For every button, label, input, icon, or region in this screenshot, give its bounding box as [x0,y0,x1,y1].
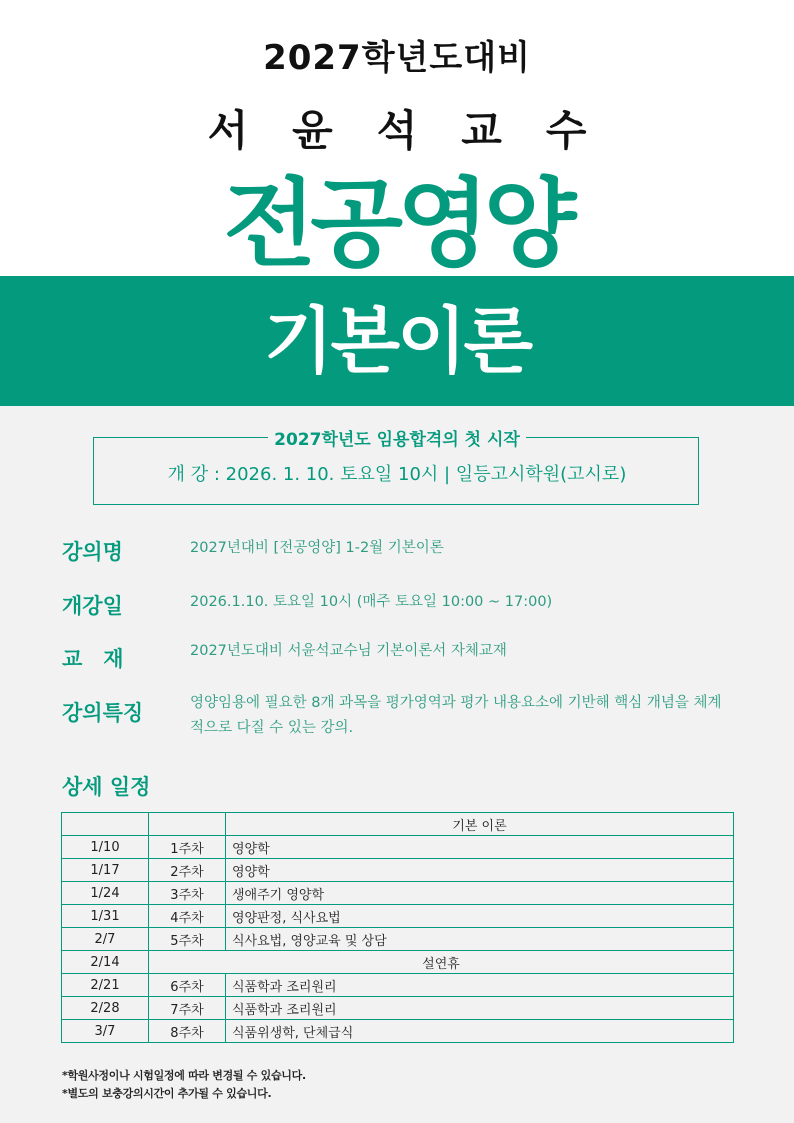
holiday-cell: 설연휴 [149,951,734,974]
course-name-value: 2027년대비 [전공영양] 1-2월 기본이론 [190,540,444,556]
row-date: 3/7 [62,1020,149,1043]
row-topic: 영양판정, 식사요법 [226,905,734,928]
row-topic: 영양학 [226,836,734,859]
row-date: 1/31 [62,905,149,928]
table-row [62,836,734,859]
row-date: 1/17 [62,859,149,882]
note-extra-class: *별도의 보충강의시간이 추가될 수 있습니다. [62,1087,272,1100]
textbook-value: 2027년도대비 서윤석교수님 기본이론서 자체교재 [190,643,507,659]
row-topic: 영양학 [226,859,734,882]
table-row [62,997,734,1020]
main-title: 전공영양 [223,168,571,280]
row-date: 2/7 [62,928,149,951]
row-topic: 식품위생학, 단체급식 [226,1020,734,1043]
row-date: 1/24 [62,882,149,905]
features-value: 영양임용에 필요한 8개 과목을 평가영역과 평가 내용요소에 기반해 핵심 개념을 체계적으로 다질 수 있는 강의. [190,695,722,736]
intro-info: 개 강 : 2026. 1. 10. 토요일 10시 | 일등고시학원(고시로) [167,464,627,485]
table-row [62,882,734,905]
row-week: 6주차 [149,974,226,997]
row-week: 3주차 [149,882,226,905]
table-row [62,974,734,997]
table-row [62,905,734,928]
row-date: 2/21 [62,974,149,997]
row-date: 2/14 [62,951,149,974]
features-label: 강의특징 [62,701,144,725]
table-row [62,951,734,974]
note-schedule-change: *학원사정이나 시험일정에 따라 변경될 수 있습니다. [62,1069,306,1082]
row-date: 1/10 [62,836,149,859]
table-row [62,1020,734,1043]
course-name-label: 강의명 [62,540,123,564]
row-topic: 식사요법, 영양교육 및 상담 [226,928,734,951]
start-date-value: 2026.1.10. 토요일 10시 (매주 토요일 10:00 ~ 17:00) [190,594,553,610]
row-week: 5주차 [149,928,226,951]
row-date: 2/28 [62,997,149,1020]
row-topic: 식품학과 조리원리 [226,974,734,997]
row-topic: 식품학과 조리원리 [226,997,734,1020]
header-subtitle: 2027학년도대비 [263,38,531,78]
row-week: 4주차 [149,905,226,928]
row-week: 1주차 [149,836,226,859]
row-week: 8주차 [149,1020,226,1043]
row-week: 7주차 [149,997,226,1020]
start-date-label: 개강일 [62,594,123,618]
row-topic: 생애주기 영양학 [226,882,734,905]
professor-name: 서윤석교수 [207,106,631,155]
schedule-table [61,812,734,1043]
table-row [62,928,734,951]
table-header: 기본 이론 [226,813,734,836]
table-row [62,859,734,882]
table-header-row [62,813,734,836]
textbook-label: 교 재 [62,647,124,671]
band-title: 기본이론 [263,299,531,383]
intro-tag: 2027학년도 임용합격의 첫 시작 [0,425,794,450]
row-week: 2주차 [149,859,226,882]
schedule-title: 상세 일정 [62,775,151,799]
